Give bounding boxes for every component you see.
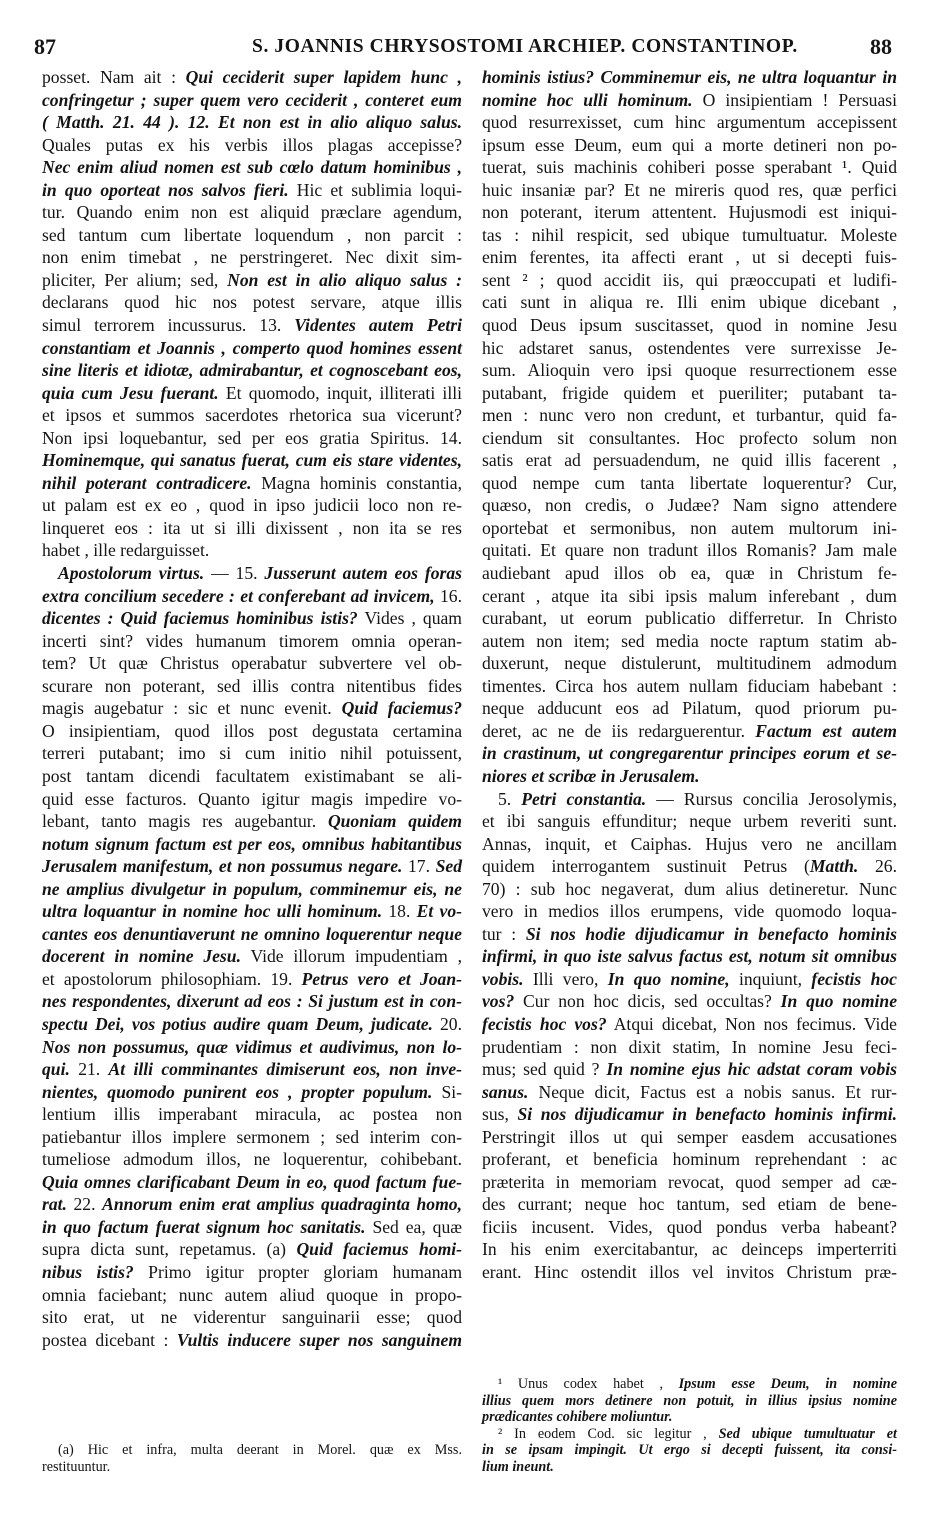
italic-run: In quo nomine, (607, 968, 730, 989)
footnote-line (42, 1459, 462, 1476)
italic-run: rat. (42, 1194, 67, 1215)
text-run: 70) : sub hoc negaverat, dum alius detineretur. Nunc (482, 878, 897, 899)
text-run: supra dicta sunt, repetamus. (a) (42, 1239, 297, 1260)
text-run: tur. Quando enim non est aliquid præclare agendum, (42, 202, 462, 223)
text-run: Annas, inquit, et Caiphas. Hujus vero ne ancillam (482, 833, 897, 854)
text-line (42, 562, 462, 585)
text-line (482, 1013, 897, 1036)
italic-run: fecistis hoc (811, 968, 897, 989)
text-line (482, 607, 897, 630)
text-line (42, 1216, 462, 1239)
text-line (482, 1193, 897, 1216)
italic-run: qui. (42, 1059, 70, 1080)
text-line (42, 494, 462, 517)
text-run: tas : nihil respicit, sed ubique tumultuatur. Moleste (482, 224, 897, 245)
text-run: (a) Hic et infra, multa deerant in Morel. quæ ex Mss. (58, 1442, 462, 1458)
text-line (42, 855, 462, 878)
italic-run: Petri constantia. (521, 788, 647, 809)
text-run: tumeliose admodum illos, ne loquerentur, cohibebant. (42, 1149, 462, 1170)
text-run: 21. (69, 1059, 109, 1080)
text-run: quidem interrogantem sustinuit Petrus ( (482, 856, 810, 877)
text-run: quid esse facturos. Quanto igitur magis impedire vo- (42, 788, 462, 809)
text-line (42, 945, 462, 968)
text-line (42, 878, 462, 901)
text-run: sito erat, ut ne viderentur sanguinarii esse; quod (42, 1307, 462, 1328)
text-line (482, 269, 897, 292)
italic-run: vos? (482, 991, 515, 1012)
text-line (42, 1148, 462, 1171)
text-line (482, 314, 897, 337)
italic-run: dicentes : Quid faciemus hominibus istis? (42, 608, 358, 629)
text-run: Si- (432, 1081, 462, 1102)
italic-run: ( Matth. 21. 44 ). 12. Et non est in alio aliquo salus. (42, 112, 462, 133)
text-run: magis augebatur : sic et nunc evenit. (42, 698, 342, 719)
text-line (42, 66, 462, 89)
text-line (42, 1081, 462, 1104)
text-run: et ipsos et summos sacerdotes rhetorica sua vicerunt? (42, 405, 462, 426)
italic-run: spectu Dei, vos potius audire quam Deum, judicate. (42, 1013, 433, 1034)
text-run: prudentiam : non dixit statim, In nomine Jesu feci- (482, 1036, 897, 1057)
italic-run: nes respondentes, dixerunt ad eos : Si justum est in con- (42, 991, 462, 1012)
text-run: sus, (482, 1104, 518, 1125)
footnote-line (482, 1409, 897, 1426)
text-line (42, 1306, 462, 1329)
text-run: cati sunt in aliqua re. Illi enim ubique dicebant , (482, 292, 897, 313)
italic-run: hominis istius? Comminemur eis, ne ultra loquantur in (482, 67, 897, 87)
text-line (42, 539, 462, 562)
text-line (42, 1036, 462, 1059)
italic-run: in crastinum, ut congregarentur principes eorum et se- (482, 743, 897, 764)
italic-run: constantiam et Joannis , comperto quod homines essent (42, 337, 462, 358)
text-line (482, 923, 897, 946)
text-run: scurare non poterant, sed illis contra nitentibus fides (42, 675, 462, 696)
text-run: 16. (440, 585, 462, 606)
italic-run: Apostolorum virtus. (58, 563, 205, 584)
text-run: oportebat et sermonibus, non autem multorum ini- (482, 517, 897, 538)
text-line (42, 607, 462, 630)
italic-run: cantes eos denuntiaverunt ne omnino loquerentur neque (42, 923, 462, 944)
text-line (482, 675, 897, 698)
text-line (42, 1329, 462, 1352)
text-run: Atqui dicebat, Non nos fecimus. Vide (606, 1013, 897, 1034)
text-run: ut palam est ex eo , quod in ipso judicii loco non re- (42, 495, 462, 516)
italic-run: In quo nomine (780, 991, 897, 1012)
italic-run: nibus istis? (42, 1261, 134, 1282)
footnote-line (482, 1393, 897, 1410)
text-line (482, 990, 897, 1013)
text-run: post tantam dicendi facultatem existimabant se ali- (42, 765, 462, 786)
text-run: quod resurrexisset, cum hinc argumentum accepissent (482, 112, 897, 133)
italic-run: niores et scribæ in Jerusalem. (482, 765, 700, 786)
italic-run: Sed ubique tumultuatur et (718, 1425, 897, 1442)
text-run: hic adstaret sanus, ostendentes vere surrexisse Je- (482, 337, 897, 358)
text-run: lebant, tanto magis res augebantur. (42, 811, 328, 832)
text-line (42, 269, 462, 292)
italic-run: Et vo- (416, 901, 462, 922)
italic-run: Si nos dijudicamur in benefacto hominis infirmi. (517, 1104, 897, 1125)
italic-run: Jerusalem manifestum, et non possumus negare. (42, 856, 403, 877)
italic-run: Petrus vero et Joan- (301, 968, 462, 989)
italic-run: docerent in nomine Jesu. (42, 946, 241, 967)
text-run: posset. Nam ait : (42, 67, 186, 87)
text-line (482, 878, 897, 901)
text-run: Primo igitur propter gloriam humanam (133, 1261, 463, 1282)
italic-run: nihil poterant contradicere. (42, 472, 252, 493)
italic-run: Qui ceciderit super lapidem hunc , (185, 67, 462, 87)
text-run: quod Deus ipsum suscitasset, quod in nomine Jesu (482, 315, 897, 336)
italic-run: in quo oporteat nos salvos fieri. (42, 179, 289, 200)
text-line (482, 179, 897, 202)
text-run: quitati. Et quare non tradunt illos Romanis? Jam male (482, 540, 897, 561)
text-run: ciendum sit consultantes. Hoc profecto solum non (482, 427, 897, 448)
text-line (42, 990, 462, 1013)
text-line (482, 337, 897, 360)
text-line (482, 1261, 897, 1284)
text-line (482, 697, 897, 720)
text-run: men : nunc vero non credunt, et turbantur, quid fa- (482, 405, 897, 426)
text-run: tur : (482, 923, 526, 944)
text-line (42, 788, 462, 811)
text-line (42, 923, 462, 946)
text-run: 26. (858, 856, 898, 877)
text-line (482, 539, 897, 562)
text-line (482, 1058, 897, 1081)
text-run: patiebantur illos implere sermonem ; sed interim con- (42, 1126, 462, 1147)
italic-run: lium ineunt. (482, 1458, 554, 1475)
text-run: sed tantum cum libertate loquendum , non parcit : (42, 224, 462, 245)
text-line (42, 1261, 462, 1284)
text-line (42, 156, 462, 179)
text-line (42, 833, 462, 856)
right-column (482, 66, 897, 1284)
text-line (482, 562, 897, 585)
italic-run: prædicantes cohibere moliuntur. (482, 1409, 673, 1425)
italic-run: Hominemque, qui sanatus fuerat, cum eis stare videntes, (42, 450, 462, 471)
footnote-line (482, 1459, 897, 1476)
italic-run: in se ipsam impingit. Ut ergo si decepti fuissent, ita consi- (482, 1442, 897, 1458)
italic-run: quia cum Jesu fuerant. (42, 382, 219, 403)
text-line (42, 449, 462, 472)
text-line (42, 720, 462, 743)
italic-run: Jusserunt autem eos foras (264, 563, 462, 584)
italic-run: nientes, quomodo punirent eos , propter populum. (42, 1081, 433, 1102)
italic-run: Matth. (809, 856, 859, 877)
text-run: audiebant apud illos ob ea, quæ in Christum fe- (482, 563, 897, 584)
text-run: ipsum esse Deum, eum qui a morte detineri non po- (482, 134, 897, 155)
text-run: simul terrorem incussurus. 13. (42, 315, 295, 336)
text-line (42, 585, 462, 608)
text-line (42, 404, 462, 427)
text-run: sum. Alioquin vero ipsi quoque resurrectionem esse (482, 360, 897, 381)
text-line (42, 472, 462, 495)
text-run: et apostolorum philosophiam. 19. (42, 968, 302, 989)
italic-run: fecistis hoc vos? (482, 1013, 607, 1034)
text-run: enim ferentes, ita affecti erant , ut si decepti fuis- (482, 247, 897, 268)
text-run: Sed ea, quæ (365, 1216, 462, 1237)
italic-run: sanus. (482, 1081, 529, 1102)
footnote-line (42, 1442, 462, 1459)
text-run: Cur non hoc dicis, sed occultas? (514, 991, 781, 1012)
text-run: Vide illorum impudentiam , (240, 946, 462, 967)
text-run: duxerunt, neque distulerunt, multitudinem admodum (482, 653, 897, 674)
text-run: et ibi sanguis effunditur; neque urbem reveriti sunt. (482, 811, 897, 832)
italic-run: Factum est autem (755, 720, 897, 741)
italic-run: vobis. (482, 968, 524, 989)
text-run: non poterant, iterum attentent. Hujusmodi est iniqui- (482, 202, 897, 223)
italic-run: illius quem mors detinere non potuit, in illius ipsius nomine (482, 1392, 897, 1409)
text-run: habet , ille redarguisset. (42, 540, 210, 561)
text-run: curabant, ut eorum publicatio differretur. In Christo (482, 608, 897, 629)
italic-run: nomine hoc ulli hominum. (482, 89, 693, 110)
text-line (42, 968, 462, 991)
page-number-right: 88 (870, 34, 892, 59)
running-title: S. JOANNIS CHRYSOSTOMI ARCHIEP. CONSTANTINOP. (252, 36, 798, 57)
text-line (42, 89, 462, 112)
text-line (482, 89, 897, 112)
italic-run: in quo factum fuerat signum hoc sanitatis. (42, 1216, 366, 1237)
text-line (482, 742, 897, 765)
text-run: declarans quod hic nos potest servare, atque illis (42, 292, 462, 313)
text-run: restituuntur. (42, 1458, 111, 1475)
page-number-left: 87 (34, 34, 56, 59)
text-line (482, 224, 897, 247)
text-line (482, 404, 897, 427)
text-run: ¹ Unus codex habet , (498, 1376, 679, 1392)
text-line (42, 1193, 462, 1216)
text-run: mus; sed quid ? (482, 1059, 607, 1080)
text-line (482, 359, 897, 382)
text-run: Magna hominis constantia, (251, 472, 462, 493)
text-line (42, 111, 462, 134)
italic-run: Non est in alio aliquo salus : (227, 269, 462, 290)
text-line (42, 810, 462, 833)
text-line (482, 494, 897, 517)
text-run: incerti sint? vides humanum timorem omnia operan- (42, 630, 462, 651)
text-line (482, 1126, 897, 1149)
text-line (42, 900, 462, 923)
text-run: putabant, frigide quidem et pueriliter; putabant ta- (482, 382, 897, 403)
text-line (42, 697, 462, 720)
text-line (42, 201, 462, 224)
italic-run: Videntes autem Petri (294, 315, 462, 336)
text-line (482, 810, 897, 833)
text-run: neque adducunt eos ad Pilatum, quod priorum pu- (482, 698, 897, 719)
text-run: Et quomodo, inquit, illiterati illi (218, 382, 462, 403)
text-line (482, 788, 897, 811)
text-run: 5. (498, 788, 522, 809)
text-line (482, 291, 897, 314)
text-run: linqueret eos : ita ut si illi dixissent , non ita se res (42, 517, 462, 538)
text-run: vero in medios illos erumpens, vide quomodo loqua- (482, 901, 897, 922)
text-line (482, 246, 897, 269)
text-run: Vides , quam (357, 608, 462, 629)
text-line (482, 652, 897, 675)
text-line (482, 134, 897, 157)
text-line (482, 156, 897, 179)
text-run: lentium illis imperabant miracula, ac postea non (42, 1104, 462, 1125)
running-header (0, 32, 934, 62)
text-line (482, 945, 897, 968)
text-run: 22. (66, 1194, 103, 1215)
text-line (42, 382, 462, 405)
text-run: deret, ac ne de iis redarguerentur. (482, 720, 756, 741)
text-line (482, 968, 897, 991)
text-line (482, 1216, 897, 1239)
text-run: ficiis incusent. Vides, quod pondus verba habeant? (482, 1216, 897, 1237)
text-line (482, 630, 897, 653)
italic-run: Vultis inducere super nos sanguinem (176, 1329, 463, 1350)
text-line (42, 742, 462, 765)
text-run: des currant; neque hoc tantum, sed etiam de bene- (482, 1194, 897, 1215)
italic-run: ne amplius divulgetur in populum, comminemur eis, ne (42, 878, 462, 899)
text-line (42, 179, 462, 202)
footnotes-right (482, 1376, 897, 1475)
text-line (42, 652, 462, 675)
text-line (42, 765, 462, 788)
italic-run: Quoniam quidem (327, 811, 462, 832)
text-line (482, 472, 897, 495)
text-line (42, 1058, 462, 1081)
text-run: tem? Ut quæ Christus operabatur subvertere vel ob- (42, 653, 462, 674)
italic-run: extra concilium secedere : et conferebant ad invicem, (42, 585, 440, 606)
text-run: proferant, et beneficia hominum reprehendant : ac (482, 1149, 897, 1170)
text-line (482, 382, 897, 405)
italic-run: Sed (435, 856, 462, 877)
text-run: O insipientiam, quod illos post degustata certamina (42, 720, 462, 741)
text-line (42, 291, 462, 314)
text-line (42, 1013, 462, 1036)
italic-run: sine literis et idiotæ, admirabantur, et cognoscebant eos, (42, 360, 462, 381)
text-run: autem non item; sed media nocte raptum statim ab- (482, 630, 897, 651)
footnote-line (482, 1426, 897, 1443)
text-run: inquiunt, (729, 968, 812, 989)
italic-run: Si nos hodie dijudicamur in benefacto hominis (525, 923, 898, 944)
text-line (482, 1148, 897, 1171)
text-run: Illi vero, (523, 968, 608, 989)
text-run: tuerat, suis machinis cohiberi posse sperabant ¹. Quid (482, 157, 897, 178)
text-run: præterita in memoriam revocat, quod semper ad cæ- (482, 1171, 897, 1192)
text-line (482, 1081, 897, 1104)
text-line (482, 1103, 897, 1126)
italic-run: In nomine ejus hic adstat coram vobis (606, 1059, 897, 1080)
text-line (482, 111, 897, 134)
italic-run: ultra loquantur in nomine hoc ulli hominum. (42, 901, 383, 922)
italic-run: At illi comminantes dimiserunt eos, non inve- (108, 1059, 462, 1080)
text-run: — 15. (204, 563, 265, 584)
text-run: satis erat ad persuadendum, ne quid illis facerent , (482, 450, 897, 471)
text-line (482, 585, 897, 608)
text-run: ² In eodem Cod. sic legitur , (498, 1425, 719, 1442)
text-run: pliciter, Per alium; sed, (42, 269, 228, 290)
text-line (42, 1103, 462, 1126)
text-line (482, 1036, 897, 1059)
text-line (482, 517, 897, 540)
text-run: — Rursus concilia Jerosolymis, (646, 788, 897, 809)
text-line (482, 765, 897, 788)
text-run: 18. (382, 901, 417, 922)
text-run: cerant , atque ita sibi ipsis malum inferebant , dum (482, 585, 897, 606)
italic-run: Quia omnes clarificabant Deum in eo, quod factum fue- (42, 1171, 462, 1192)
footnote-line (482, 1442, 897, 1459)
text-run: timentes. Circa hos autem nullam fiduciam habebant : (482, 675, 897, 696)
italic-run: Nos non possumus, quæ vidimus et audivimus, non lo- (42, 1036, 462, 1057)
text-line (482, 1171, 897, 1194)
text-line (482, 201, 897, 224)
text-run: Non ipsi loquebantur, sed per eos gratia Spiritus. 14. (42, 427, 462, 448)
text-line (42, 337, 462, 360)
text-line (482, 449, 897, 472)
text-line (482, 427, 897, 450)
text-run: erant. Hinc ostendit illos vel invitos Christum præ- (482, 1261, 897, 1282)
text-line (42, 359, 462, 382)
left-column (42, 66, 462, 1351)
text-run: Perstringit illos ut qui semper easdem accusationes (482, 1126, 897, 1147)
text-run: O insipientiam ! Persuasi (692, 89, 898, 110)
footnotes-left (42, 1442, 462, 1475)
text-line (42, 675, 462, 698)
text-line (42, 630, 462, 653)
text-run: Neque dicit, Factus est a nobis sanus. Et rur- (528, 1081, 897, 1102)
text-line (42, 1126, 462, 1149)
text-line (42, 1171, 462, 1194)
text-run: huic insaniæ par? Et ne mireris quod res, quæ perfici (482, 179, 897, 200)
text-run: postea dicebant : (42, 1329, 177, 1350)
text-run: sent ² ; quod accidit iis, qui præoccupati et ludifi- (482, 269, 897, 290)
italic-run: notum signum factum est per eos, omnibus habitantibus (42, 833, 462, 854)
text-line (42, 314, 462, 337)
italic-run: Quid faciemus? (341, 698, 462, 719)
text-line (482, 833, 897, 856)
text-run: Quales putas ex his verbis illos plagas accepisse? (42, 134, 462, 155)
italic-run: confringetur ; super quem vero ceciderit , conteret eum (42, 89, 462, 110)
text-line (482, 900, 897, 923)
text-run: quod nempe cum tanta libertate loquerentur? Cur, (482, 472, 897, 493)
italic-run: Ipsum esse Deum, in nomine (678, 1376, 897, 1392)
italic-run: Quid faciemus homi- (296, 1239, 462, 1260)
italic-run: Annorum enim erat amplius quadraginta homo, (102, 1194, 462, 1215)
text-line (42, 517, 462, 540)
text-run: omnia faciebant; nunc autem aliud quoque in propo- (42, 1284, 462, 1305)
text-run: 17. (402, 856, 436, 877)
text-run: In his enim exercitabantur, ac deinceps imperterriti (482, 1239, 897, 1260)
text-run: terreri putabant; imo si cum initio nihil potuissent, (42, 743, 462, 764)
italic-run: Nec enim aliud nomen est sub cœlo datum hominibus , (42, 157, 462, 178)
text-line (482, 720, 897, 743)
footnote-line (482, 1376, 897, 1393)
text-line (42, 1238, 462, 1261)
text-run: 20. (432, 1013, 462, 1034)
text-run: non enim timebat , ne perstringeret. Nec dixit sim- (42, 247, 462, 268)
text-line (482, 1238, 897, 1261)
text-line (42, 427, 462, 450)
text-line (42, 224, 462, 247)
text-run: Hic et sublimia loqui- (288, 179, 462, 200)
text-line (482, 66, 897, 89)
text-line (42, 246, 462, 269)
italic-run: infirmi, in quo iste salvus factus est, notum sit omnibus (482, 946, 897, 967)
text-run: quæso, non credis, o Judæe? Nam signo attendere (482, 495, 897, 516)
text-line (42, 134, 462, 157)
text-line (42, 1284, 462, 1307)
text-line (482, 855, 897, 878)
